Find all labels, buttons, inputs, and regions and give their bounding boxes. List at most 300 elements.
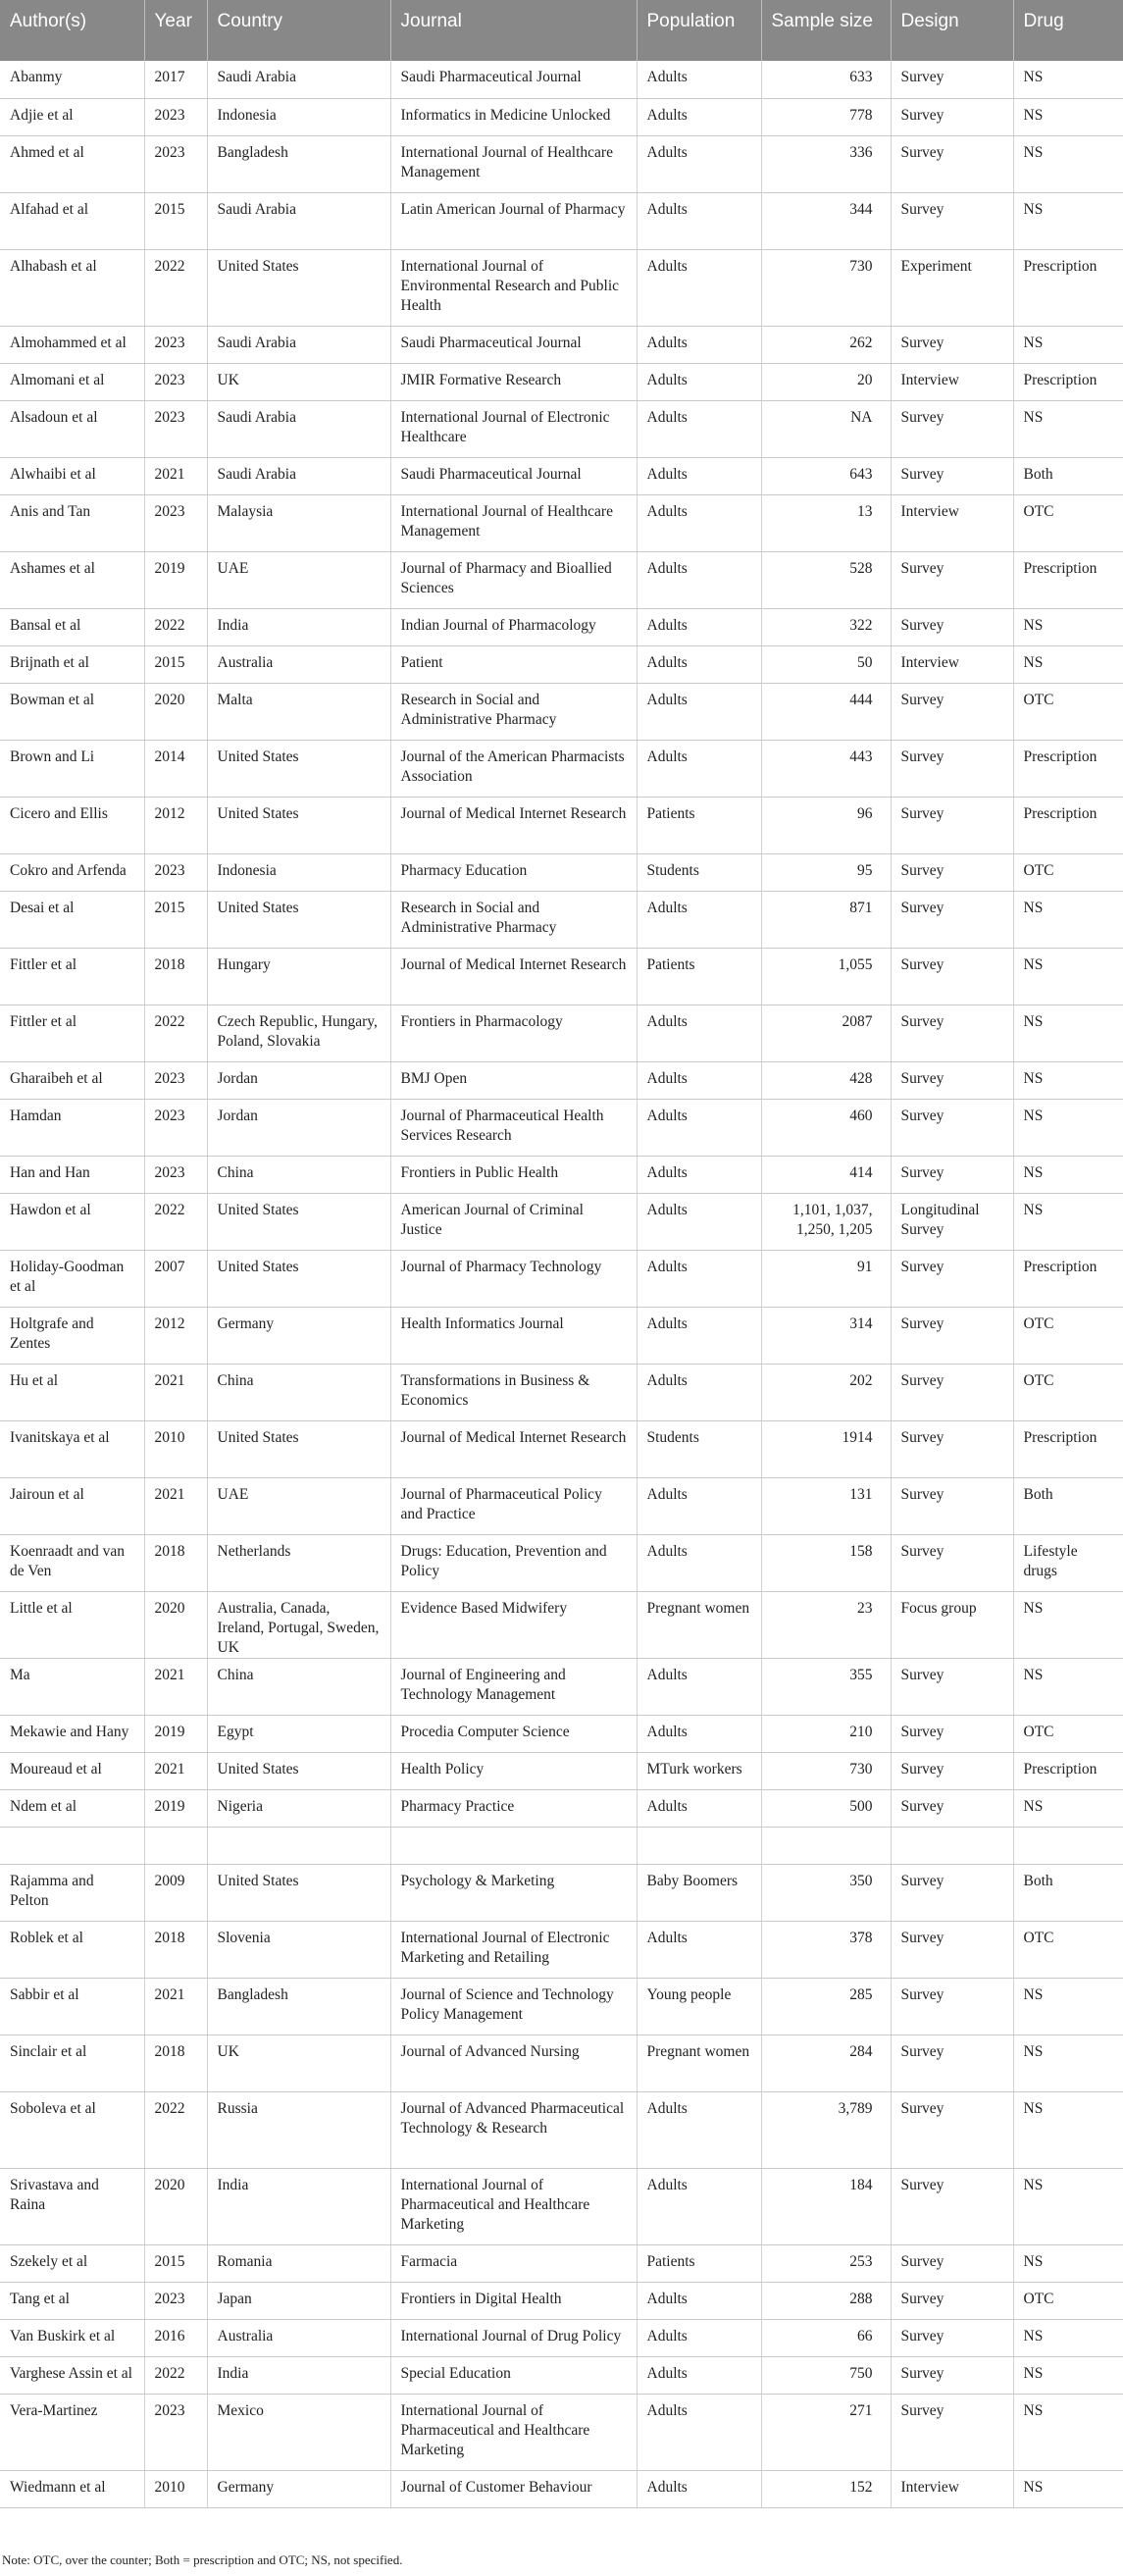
cell-population: Patients	[637, 2244, 761, 2282]
cell-authors: Little et al	[0, 1591, 144, 1658]
cell-population: Adults	[637, 192, 761, 249]
table-row	[0, 645, 1123, 683]
cell-design: Survey	[891, 1420, 1013, 1477]
cell-sample-size: 152	[761, 2470, 891, 2507]
cell-journal: Journal of Advanced Nursing	[390, 2035, 637, 2091]
cell-drug: OTC	[1013, 683, 1123, 740]
cell-country: UAE	[207, 551, 390, 608]
cell-population: Adults	[637, 1307, 761, 1364]
cell-population: Adults	[637, 1061, 761, 1099]
cell-drug: NS	[1013, 1978, 1123, 2035]
cell-sample-size: 284	[761, 2035, 891, 2091]
cell-design: Survey	[891, 400, 1013, 457]
cell-design: Experiment	[891, 249, 1013, 326]
cell-drug: Both	[1013, 457, 1123, 494]
table-row	[0, 400, 1123, 457]
cell-journal	[390, 1827, 637, 1864]
cell-drug: OTC	[1013, 494, 1123, 551]
cell-sample-size: 355	[761, 1658, 891, 1715]
cell-year: 2022	[144, 1005, 207, 1061]
cell-journal: BMJ Open	[390, 1061, 637, 1099]
cell-country: Slovenia	[207, 1921, 390, 1978]
header-population: Population	[637, 0, 761, 61]
cell-country: UK	[207, 363, 390, 400]
cell-sample-size: 500	[761, 1789, 891, 1827]
cell-design: Survey	[891, 797, 1013, 853]
cell-design: Survey	[891, 2394, 1013, 2470]
cell-country: Nigeria	[207, 1789, 390, 1827]
cell-year: 2012	[144, 1307, 207, 1364]
table-row	[0, 797, 1123, 853]
cell-year: 2015	[144, 192, 207, 249]
cell-authors: Holtgrafe and Zentes	[0, 1307, 144, 1364]
cell-journal: Transformations in Business & Economics	[390, 1364, 637, 1420]
cell-sample-size: 730	[761, 249, 891, 326]
cell-authors: Gharaibeh et al	[0, 1061, 144, 1099]
cell-drug: Prescription	[1013, 1250, 1123, 1307]
table-row	[0, 1364, 1123, 1420]
cell-design: Survey	[891, 2091, 1013, 2168]
cell-population: Adults	[637, 2470, 761, 2507]
table-row	[0, 1978, 1123, 2035]
cell-design: Survey	[891, 2168, 1013, 2244]
cell-drug: NS	[1013, 61, 1123, 98]
cell-design: Survey	[891, 683, 1013, 740]
cell-population: Adults	[637, 249, 761, 326]
cell-country: Saudi Arabia	[207, 61, 390, 98]
header-year: Year	[144, 0, 207, 61]
table-row	[0, 1005, 1123, 1061]
cell-population	[637, 1827, 761, 1864]
cell-sample-size: 528	[761, 551, 891, 608]
cell-journal: Latin American Journal of Pharmacy	[390, 192, 637, 249]
cell-year	[144, 1827, 207, 1864]
table-row	[0, 135, 1123, 192]
cell-population: Adults	[637, 891, 761, 948]
cell-journal: Research in Social and Administrative Pharmacy	[390, 683, 637, 740]
cell-authors: Mekawie and Hany	[0, 1715, 144, 1752]
cell-drug: NS	[1013, 1591, 1123, 1658]
cell-design: Survey	[891, 2319, 1013, 2356]
cell-year: 2023	[144, 135, 207, 192]
cell-drug: Prescription	[1013, 249, 1123, 326]
cell-year: 2023	[144, 494, 207, 551]
cell-drug: NS	[1013, 1005, 1123, 1061]
cell-journal: Pharmacy Education	[390, 853, 637, 891]
cell-drug: NS	[1013, 2168, 1123, 2244]
table-row	[0, 1752, 1123, 1789]
cell-country: China	[207, 1658, 390, 1715]
table-row	[0, 2282, 1123, 2319]
cell-design: Survey	[891, 1477, 1013, 1534]
table-header-row	[0, 0, 1123, 61]
cell-authors: Cokro and Arfenda	[0, 853, 144, 891]
cell-country: United States	[207, 1193, 390, 1250]
cell-country: Australia, Canada, Ireland, Portugal, Sweden, UK	[207, 1591, 390, 1658]
cell-population: Adults	[637, 2356, 761, 2394]
cell-year: 2023	[144, 363, 207, 400]
table-row	[0, 1827, 1123, 1864]
cell-sample-size: 184	[761, 2168, 891, 2244]
cell-journal: Informatics in Medicine Unlocked	[390, 98, 637, 135]
table-row	[0, 1193, 1123, 1250]
table-row	[0, 853, 1123, 891]
cell-authors: Ahmed et al	[0, 135, 144, 192]
cell-authors: Ivanitskaya et al	[0, 1420, 144, 1477]
cell-sample-size: 643	[761, 457, 891, 494]
cell-design: Survey	[891, 1061, 1013, 1099]
cell-authors: Brown and Li	[0, 740, 144, 797]
cell-country: Romania	[207, 2244, 390, 2282]
cell-country: Jordan	[207, 1061, 390, 1099]
cell-sample-size: 750	[761, 2356, 891, 2394]
cell-design: Survey	[891, 1715, 1013, 1752]
cell-population: Students	[637, 853, 761, 891]
cell-drug: OTC	[1013, 1921, 1123, 1978]
cell-population: Adults	[637, 400, 761, 457]
cell-country: Russia	[207, 2091, 390, 2168]
cell-design: Survey	[891, 1156, 1013, 1193]
cell-journal: Journal of Customer Behaviour	[390, 2470, 637, 2507]
cell-sample-size: 253	[761, 2244, 891, 2282]
cell-journal: Journal of Pharmacy and Bioallied Sciences	[390, 551, 637, 608]
cell-country: Malta	[207, 683, 390, 740]
table-row	[0, 551, 1123, 608]
cell-country: United States	[207, 1864, 390, 1921]
cell-population: Young people	[637, 1978, 761, 2035]
cell-population: Adults	[637, 1921, 761, 1978]
cell-population: Patients	[637, 948, 761, 1005]
table-row	[0, 2470, 1123, 2507]
cell-year: 2022	[144, 249, 207, 326]
cell-design: Survey	[891, 1364, 1013, 1420]
cell-year: 2020	[144, 2168, 207, 2244]
cell-population: Adults	[637, 2394, 761, 2470]
cell-sample-size: 633	[761, 61, 891, 98]
table-row	[0, 1099, 1123, 1156]
cell-authors: Fittler et al	[0, 948, 144, 1005]
cell-design: Survey	[891, 1789, 1013, 1827]
cell-drug: Prescription	[1013, 1420, 1123, 1477]
cell-year: 2023	[144, 326, 207, 363]
table-footnote: Note: OTC, over the counter; Both = prescription and OTC; NS, not specified.	[2, 2552, 403, 2567]
table-row	[0, 2319, 1123, 2356]
cell-year: 2022	[144, 2356, 207, 2394]
table-row	[0, 2035, 1123, 2091]
cell-journal: Journal of Pharmaceutical Policy and Practice	[390, 1477, 637, 1534]
cell-sample-size: 314	[761, 1307, 891, 1364]
cell-year: 2018	[144, 948, 207, 1005]
cell-country: United States	[207, 249, 390, 326]
table-row	[0, 98, 1123, 135]
cell-year: 2019	[144, 1789, 207, 1827]
cell-drug: NS	[1013, 891, 1123, 948]
cell-sample-size: 271	[761, 2394, 891, 2470]
cell-population: Adults	[637, 1005, 761, 1061]
cell-drug: NS	[1013, 2319, 1123, 2356]
cell-year: 2022	[144, 608, 207, 645]
cell-year: 2017	[144, 61, 207, 98]
cell-country: Saudi Arabia	[207, 400, 390, 457]
cell-sample-size: 131	[761, 1477, 891, 1534]
cell-year: 2009	[144, 1864, 207, 1921]
cell-country: Hungary	[207, 948, 390, 1005]
cell-drug: NS	[1013, 2091, 1123, 2168]
cell-year: 2010	[144, 2470, 207, 2507]
cell-journal: Health Policy	[390, 1752, 637, 1789]
cell-country: Indonesia	[207, 853, 390, 891]
cell-drug: OTC	[1013, 2282, 1123, 2319]
cell-drug: NS	[1013, 2394, 1123, 2470]
table-row	[0, 2168, 1123, 2244]
cell-country: Bangladesh	[207, 1978, 390, 2035]
cell-population: Adults	[637, 135, 761, 192]
cell-drug: NS	[1013, 1156, 1123, 1193]
cell-drug: Both	[1013, 1477, 1123, 1534]
cell-year: 2023	[144, 98, 207, 135]
cell-sample-size: 1,101, 1,037, 1,250, 1,205	[761, 1193, 891, 1250]
cell-journal: Procedia Computer Science	[390, 1715, 637, 1752]
cell-design: Survey	[891, 2282, 1013, 2319]
cell-population: Adults	[637, 645, 761, 683]
cell-country: China	[207, 1364, 390, 1420]
cell-population: Patients	[637, 797, 761, 853]
cell-journal: Frontiers in Pharmacology	[390, 1005, 637, 1061]
table-row	[0, 494, 1123, 551]
cell-population: Adults	[637, 1193, 761, 1250]
cell-year: 2023	[144, 400, 207, 457]
cell-population: Adults	[637, 363, 761, 400]
cell-drug: NS	[1013, 2356, 1123, 2394]
cell-country: Indonesia	[207, 98, 390, 135]
cell-year: 2021	[144, 1978, 207, 2035]
cell-country: India	[207, 2356, 390, 2394]
cell-authors: Holiday-Goodman et al	[0, 1250, 144, 1307]
cell-country: India	[207, 608, 390, 645]
cell-design: Survey	[891, 948, 1013, 1005]
cell-country: Egypt	[207, 1715, 390, 1752]
cell-year: 2018	[144, 1921, 207, 1978]
cell-authors: Szekely et al	[0, 2244, 144, 2282]
cell-design	[891, 1827, 1013, 1864]
cell-country: Germany	[207, 2470, 390, 2507]
cell-year: 2023	[144, 853, 207, 891]
cell-year: 2012	[144, 797, 207, 853]
cell-authors: Almohammed et al	[0, 326, 144, 363]
table-row	[0, 891, 1123, 948]
cell-sample-size: 443	[761, 740, 891, 797]
cell-country: Japan	[207, 2282, 390, 2319]
cell-authors: Ma	[0, 1658, 144, 1715]
cell-country: India	[207, 2168, 390, 2244]
cell-journal: Saudi Pharmaceutical Journal	[390, 326, 637, 363]
cell-population: Adults	[637, 2319, 761, 2356]
cell-sample-size: 344	[761, 192, 891, 249]
cell-population: Adults	[637, 61, 761, 98]
cell-journal: Indian Journal of Pharmacology	[390, 608, 637, 645]
cell-country: United States	[207, 891, 390, 948]
cell-population: Adults	[637, 1250, 761, 1307]
header-journal: Journal	[390, 0, 637, 61]
cell-authors: Fittler et al	[0, 1005, 144, 1061]
cell-design: Survey	[891, 1921, 1013, 1978]
cell-sample-size: 460	[761, 1099, 891, 1156]
cell-year: 2021	[144, 1477, 207, 1534]
table-row	[0, 1156, 1123, 1193]
cell-journal: International Journal of Environmental Research and Public Health	[390, 249, 637, 326]
cell-design: Survey	[891, 1864, 1013, 1921]
cell-design: Survey	[891, 326, 1013, 363]
cell-authors: Jairoun et al	[0, 1477, 144, 1534]
cell-authors: Alsadoun et al	[0, 400, 144, 457]
cell-journal: Journal of Engineering and Technology Management	[390, 1658, 637, 1715]
cell-journal: Journal of Pharmaceutical Health Services Research	[390, 1099, 637, 1156]
cell-drug: OTC	[1013, 1364, 1123, 1420]
cell-sample-size: 3,789	[761, 2091, 891, 2168]
cell-sample-size: NA	[761, 400, 891, 457]
cell-population: Adults	[637, 457, 761, 494]
cell-year: 2021	[144, 1752, 207, 1789]
table-row	[0, 1420, 1123, 1477]
cell-journal: JMIR Formative Research	[390, 363, 637, 400]
cell-journal: Special Education	[390, 2356, 637, 2394]
cell-year: 2022	[144, 2091, 207, 2168]
cell-design: Survey	[891, 551, 1013, 608]
cell-population: Baby Boomers	[637, 1864, 761, 1921]
cell-sample-size: 91	[761, 1250, 891, 1307]
cell-year: 2021	[144, 1364, 207, 1420]
cell-drug: NS	[1013, 2035, 1123, 2091]
cell-country: Germany	[207, 1307, 390, 1364]
cell-design: Survey	[891, 1658, 1013, 1715]
cell-authors: Sabbir et al	[0, 1978, 144, 2035]
cell-journal: Health Informatics Journal	[390, 1307, 637, 1364]
cell-journal: International Journal of Drug Policy	[390, 2319, 637, 2356]
cell-design: Survey	[891, 61, 1013, 98]
cell-sample-size: 378	[761, 1921, 891, 1978]
header-drug: Drug	[1013, 0, 1123, 61]
table-row	[0, 457, 1123, 494]
header-sample-size: Sample size	[761, 0, 891, 61]
cell-country: Czech Republic, Hungary, Poland, Slovakia	[207, 1005, 390, 1061]
cell-year: 2023	[144, 1099, 207, 1156]
cell-population: Adults	[637, 1477, 761, 1534]
cell-sample-size: 66	[761, 2319, 891, 2356]
cell-authors: Rajamma and Pelton	[0, 1864, 144, 1921]
cell-design: Survey	[891, 1978, 1013, 2035]
cell-drug: OTC	[1013, 853, 1123, 891]
cell-authors	[0, 1827, 144, 1864]
cell-country: Malaysia	[207, 494, 390, 551]
cell-country	[207, 1827, 390, 1864]
cell-year: 2007	[144, 1250, 207, 1307]
cell-sample-size: 20	[761, 363, 891, 400]
cell-year: 2021	[144, 457, 207, 494]
cell-country: Netherlands	[207, 1534, 390, 1591]
cell-authors: Hamdan	[0, 1099, 144, 1156]
cell-drug: Prescription	[1013, 551, 1123, 608]
cell-year: 2023	[144, 1061, 207, 1099]
table-row	[0, 2394, 1123, 2470]
cell-design: Longitudinal Survey	[891, 1193, 1013, 1250]
cell-design: Survey	[891, 2356, 1013, 2394]
cell-authors: Srivastava and Raina	[0, 2168, 144, 2244]
cell-journal: Farmacia	[390, 2244, 637, 2282]
cell-journal: Journal of Science and Technology Policy Management	[390, 1978, 637, 2035]
table-row	[0, 363, 1123, 400]
cell-authors: Almomani et al	[0, 363, 144, 400]
cell-journal: International Journal of Pharmaceutical and Healthcare Marketing	[390, 2168, 637, 2244]
cell-authors: Van Buskirk et al	[0, 2319, 144, 2356]
cell-population: Adults	[637, 608, 761, 645]
cell-population: Adults	[637, 1364, 761, 1420]
cell-authors: Cicero and Ellis	[0, 797, 144, 853]
cell-sample-size: 210	[761, 1715, 891, 1752]
cell-authors: Soboleva et al	[0, 2091, 144, 2168]
cell-year: 2019	[144, 1715, 207, 1752]
table-row	[0, 1658, 1123, 1715]
cell-authors: Sinclair et al	[0, 2035, 144, 2091]
header-authors: Author(s)	[0, 0, 144, 61]
cell-sample-size: 428	[761, 1061, 891, 1099]
cell-population: Adults	[637, 683, 761, 740]
cell-design: Survey	[891, 98, 1013, 135]
cell-year: 2010	[144, 1420, 207, 1477]
cell-year: 2021	[144, 1658, 207, 1715]
cell-authors: Brijnath et al	[0, 645, 144, 683]
cell-year: 2023	[144, 2394, 207, 2470]
table-row	[0, 1250, 1123, 1307]
cell-drug: NS	[1013, 135, 1123, 192]
cell-journal: Frontiers in Digital Health	[390, 2282, 637, 2319]
cell-country: Saudi Arabia	[207, 326, 390, 363]
cell-drug: Prescription	[1013, 797, 1123, 853]
cell-year: 2020	[144, 1591, 207, 1658]
cell-drug: NS	[1013, 1193, 1123, 1250]
cell-sample-size: 444	[761, 683, 891, 740]
cell-drug: Prescription	[1013, 740, 1123, 797]
cell-sample-size: 202	[761, 1364, 891, 1420]
cell-design: Survey	[891, 1307, 1013, 1364]
cell-drug: NS	[1013, 326, 1123, 363]
cell-authors: Han and Han	[0, 1156, 144, 1193]
cell-country: UK	[207, 2035, 390, 2091]
table-row	[0, 1921, 1123, 1978]
cell-population: Adults	[637, 1715, 761, 1752]
cell-journal: Saudi Pharmaceutical Journal	[390, 61, 637, 98]
cell-population: Adults	[637, 2091, 761, 2168]
cell-year: 2022	[144, 1193, 207, 1250]
cell-design: Interview	[891, 494, 1013, 551]
cell-journal: Psychology & Marketing	[390, 1864, 637, 1921]
cell-country: United States	[207, 797, 390, 853]
header-country: Country	[207, 0, 390, 61]
table-row	[0, 1477, 1123, 1534]
table-row	[0, 608, 1123, 645]
cell-population: Adults	[637, 98, 761, 135]
cell-population: Adults	[637, 494, 761, 551]
cell-authors: Tang et al	[0, 2282, 144, 2319]
cell-population: Students	[637, 1420, 761, 1477]
cell-journal: Drugs: Education, Prevention and Policy	[390, 1534, 637, 1591]
cell-drug: NS	[1013, 1061, 1123, 1099]
cell-authors: Koenraadt and van de Ven	[0, 1534, 144, 1591]
cell-sample-size: 730	[761, 1752, 891, 1789]
cell-country: Australia	[207, 645, 390, 683]
cell-authors: Vera-Martinez	[0, 2394, 144, 2470]
cell-drug: NS	[1013, 645, 1123, 683]
cell-journal: American Journal of Criminal Justice	[390, 1193, 637, 1250]
